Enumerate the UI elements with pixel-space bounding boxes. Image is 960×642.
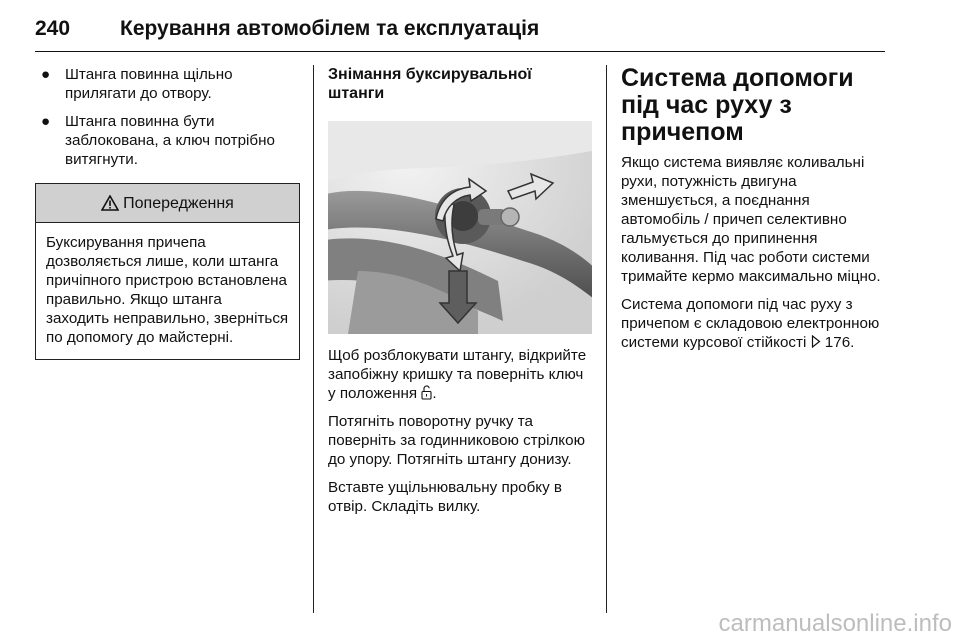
bullet-text: Штанга повинна щільно прилягати до отвору.	[65, 66, 233, 102]
warning-triangle-icon	[101, 195, 119, 211]
paragraph: Вставте ущільнювальну пробку в отвір. Складіть вилку.	[328, 479, 562, 515]
warning-text: Буксирування причепа дозволяється лише, коли штанга причіпного пристрою встановлена правильно. Якщо штанга заходить неправильно, зверніться по допомогу до майстерні.	[46, 234, 289, 346]
paragraph-end: .	[432, 385, 437, 402]
column-right	[621, 65, 887, 361]
paragraph-end: .	[850, 334, 855, 351]
warning-box	[35, 183, 300, 360]
bullet-icon: ●	[41, 113, 51, 130]
warning-header	[36, 184, 299, 223]
paragraph	[621, 295, 887, 352]
page-title: Керування автомобілем та експлуатація	[120, 17, 540, 40]
paragraph: Потягніть поворотну ручку та поверніть за годинниковою стрілкою до упору. Потягніть штангу донизу.	[328, 413, 585, 468]
page-reference-arrow-icon[interactable]	[811, 335, 821, 348]
page-header	[35, 17, 885, 52]
warning-title: Попередження	[123, 194, 234, 212]
paragraph: Якщо система виявляє коливальні рухи, потужність двигуна зменшується, а поєднання автомобіль / причеп селективно гальмується до припинення коливання. Під час роботи системи тримайте кермо максимально міцно.	[621, 154, 881, 285]
towbar-illustration	[328, 121, 592, 334]
bullet-text: Штанга повинна бути заблокована, а ключ потрібно витягнути.	[65, 113, 275, 168]
list-item	[35, 65, 300, 103]
list-item	[35, 112, 300, 169]
unlocked-padlock-icon	[421, 385, 432, 400]
column-divider	[313, 65, 314, 613]
paragraph-text: Щоб розблокувати штангу, відкрийте запобіжну кришку та поверніть ключ у положення	[328, 347, 587, 402]
page-number: 240	[35, 17, 71, 40]
column-left	[35, 65, 300, 360]
column-divider	[606, 65, 607, 613]
section-heading: Система допомоги під час руху з причепом	[621, 64, 854, 146]
bullet-icon: ●	[41, 66, 51, 83]
page-reference[interactable]: 176	[824, 334, 851, 351]
paragraph-text: Система допомоги під час руху з причепом є складовою електронною системи курсової стійкості	[621, 296, 880, 351]
paragraph	[328, 346, 592, 403]
watermark: carmanualsonline.info	[718, 610, 952, 637]
towbar-image	[328, 121, 592, 334]
column-middle	[328, 65, 592, 525]
section-heading: Знімання буксирувальної штанги	[328, 66, 532, 102]
